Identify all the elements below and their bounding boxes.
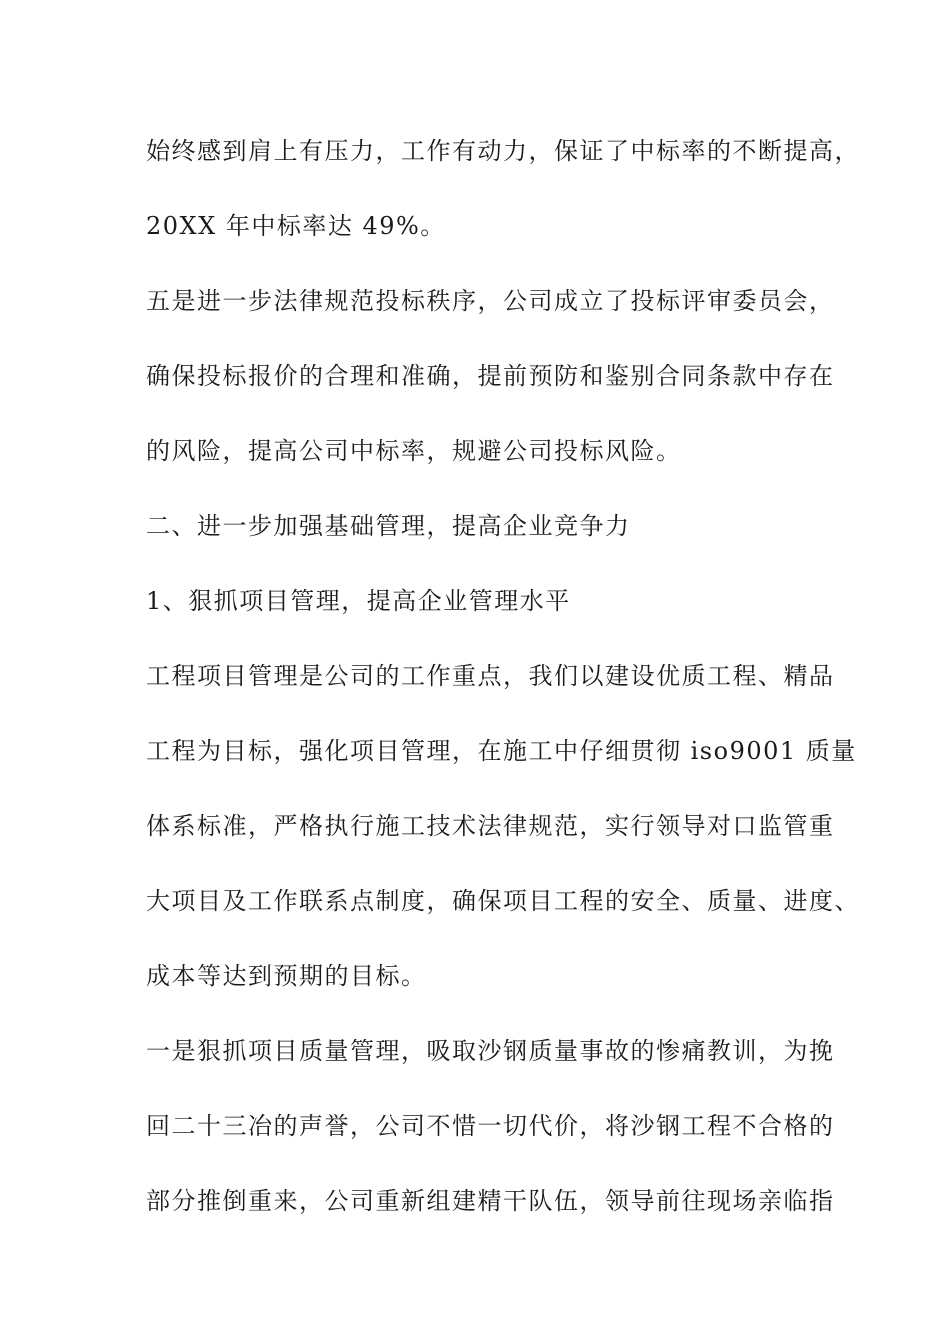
text-line: 回二十三冶的声誉，公司不惜一切代价，将沙钢工程不合格的 [146,1112,835,1140]
text-line: 大项目及工作联系点制度，确保项目工程的安全、质量、进度、 [146,887,860,915]
text-line: 工程项目管理是公司的工作重点，我们以建设优质工程、精品 [146,662,835,690]
text-line: 五是进一步法律规范投标秩序，公司成立了投标评审委员会， [146,287,835,315]
text-line: 始终感到肩上有压力，工作有动力，保证了中标率的不断提高， [146,137,860,165]
text-line: 确保投标报价的合理和准确，提前预防和鉴别合同条款中存在 [146,362,835,390]
text-line: 工程为目标，强化项目管理，在施工中仔细贯彻 iso9001 质量 [146,737,857,765]
text-line: 20XX 年中标率达 49%。 [146,212,446,240]
text-line: 的风险，提高公司中标率，规避公司投标风险。 [146,437,682,465]
section-heading: 二、进一步加强基础管理，提高企业竞争力 [146,512,631,540]
text-line: 一是狠抓项目质量管理，吸取沙钢质量事故的惨痛教训，为挽 [146,1037,835,1065]
text-line: 部分推倒重来，公司重新组建精干队伍，领导前往现场亲临指 [146,1187,835,1215]
text-line: 体系标准，严格执行施工技术法律规范，实行领导对口监管重 [146,812,835,840]
text-line: 成本等达到预期的目标。 [146,962,427,990]
subsection-heading: 1、狠抓项目管理，提高企业管理水平 [146,587,571,615]
